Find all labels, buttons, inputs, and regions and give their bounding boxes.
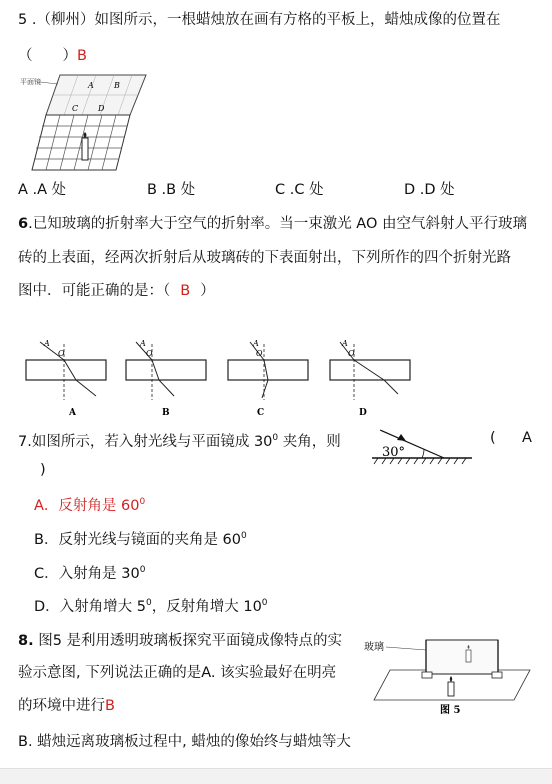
q7-option-d: D．入射角增大 $5^0$，反射角增大 $10^0$	[34, 598, 268, 615]
q8-figure-caption: 图 5	[440, 705, 461, 716]
q8-line4: B. 蜡烛远离玻璃板过程中, 蜡烛的像始终与蜡烛等大	[18, 734, 351, 750]
q7-option-a: A．反射角是 $60^0$	[34, 497, 146, 514]
q6-label-b: B	[162, 408, 170, 418]
svg-text:O: O	[256, 349, 263, 358]
svg-text:A: A	[140, 339, 146, 348]
q8-line2: 验示意图, 下列说法正确的是A. 该实验最好在明亮	[18, 665, 337, 681]
svg-text:A: A	[342, 339, 348, 348]
q7-figure	[372, 426, 476, 466]
q7-answer-letter: A	[522, 430, 532, 446]
svg-text:A: A	[44, 339, 50, 348]
svg-text:D: D	[98, 104, 105, 113]
q7-stem: 7.如图所示，若入射光线与平面镜成 $30^0$ 夹角，则	[18, 433, 341, 450]
svg-text:O: O	[146, 349, 153, 358]
q6-line2: 砖的上表面，经两次折射后从玻璃砖的下表面射出，下列所作的四个折射光路	[18, 250, 511, 266]
q5-blank-close: ）	[62, 48, 77, 64]
q5-answer: B	[77, 48, 87, 64]
q6-diagram-a	[26, 339, 106, 418]
q5-stem: 5 .（柳州）如图所示，一根蜡烛放在画有方格的平板上，蜡烛成像的位置在	[18, 12, 501, 28]
q6-label-a: A	[69, 408, 76, 418]
q6-answer: B	[180, 283, 191, 299]
q7-option-b: B．反射光线与镜面的夹角是 $60^0$	[34, 531, 247, 548]
svg-text:O: O	[348, 349, 355, 358]
q5-blank-open: （	[18, 48, 33, 64]
svg-text:A: A	[88, 81, 94, 90]
q6-label-d: D	[359, 408, 367, 418]
q5-option-a: A .A 处	[18, 182, 67, 198]
q6-figure	[24, 338, 424, 420]
q8-figure-label: 玻璃	[364, 642, 384, 653]
q6-diagram-d	[330, 339, 410, 418]
q8-number: 8.	[18, 633, 34, 649]
q8-answer: B	[105, 698, 115, 714]
q5-option-d: D .D 处	[404, 182, 455, 198]
svg-text:O: O	[58, 349, 65, 358]
q6-diagram-b	[126, 339, 206, 418]
q7-paren-open: (	[490, 430, 496, 446]
svg-text:B: B	[114, 81, 120, 90]
q6-line1: 6.已知玻璃的折射率大于空气的折射率。当一束激光 AO 由空气斜射人平行玻璃	[18, 216, 527, 232]
q6-number: 6	[18, 216, 29, 232]
q5-figure	[18, 70, 158, 174]
q8-figure	[362, 628, 544, 716]
q5-option-b: B .B 处	[147, 182, 196, 198]
q8-line3: 的环境中进行B	[18, 698, 115, 714]
q6-diagram-c	[228, 339, 308, 418]
q7-option-c: C．入射角是 $30^0$	[34, 565, 146, 582]
q8-line1: 8. 图5 是利用透明玻璃板探究平面镜成像特点的实	[18, 633, 343, 649]
q7-figure-angle: 30°	[382, 445, 406, 460]
page-bottom-edge	[0, 768, 552, 784]
q5-figure-label: 平面镜	[20, 78, 41, 86]
q5-option-c: C .C 处	[275, 182, 324, 198]
q7-paren-close: )	[40, 462, 46, 478]
svg-text:C: C	[72, 104, 79, 113]
q6-label-c: C	[257, 408, 265, 418]
q5-blank	[18, 44, 87, 65]
svg-text:A: A	[253, 339, 259, 348]
q6-line3: 图中．可能正确的是：（ B ）	[18, 283, 215, 299]
